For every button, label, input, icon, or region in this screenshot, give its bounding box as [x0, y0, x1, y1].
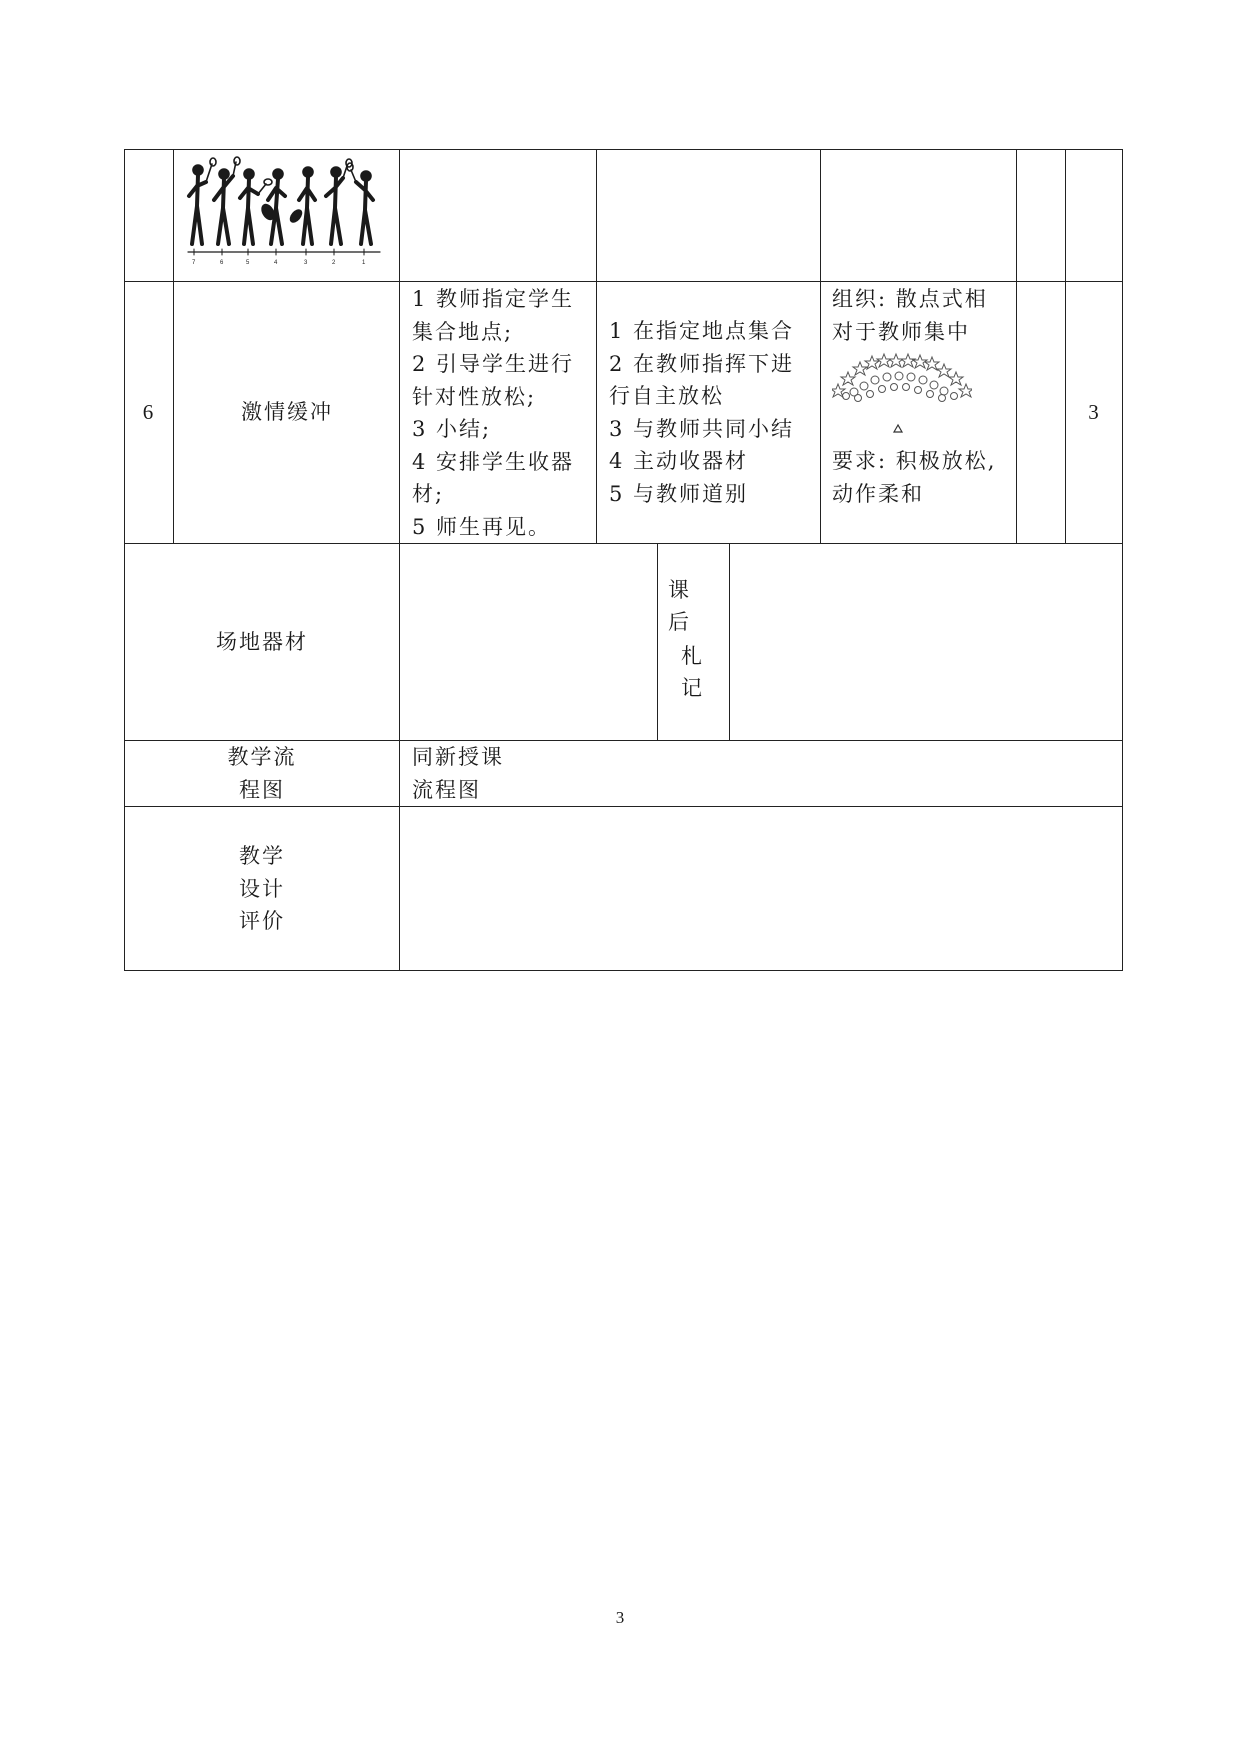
requirement-line: 动作柔和 — [832, 481, 924, 506]
evaluation-label-line: 教学 — [239, 844, 285, 868]
col-divider — [820, 149, 821, 544]
frame-label: 5 — [246, 260, 250, 266]
table-border-right — [1122, 149, 1123, 971]
page-number: 3 — [615, 1608, 625, 1627]
formation-drawing — [832, 352, 972, 436]
frame-label: 7 — [192, 260, 196, 266]
teacher-line: 2 引导学生进行 — [412, 352, 575, 376]
teacher-line: 1 教师指定学生 — [412, 287, 575, 311]
organization-text — [832, 283, 988, 348]
teacher-line: 集合地点; — [412, 319, 514, 344]
teacher-activities — [412, 283, 574, 543]
row-divider — [124, 281, 1123, 282]
row-divider — [124, 543, 1123, 544]
stroke-sequence-drawing — [186, 156, 382, 269]
frame-label: 3 — [304, 260, 308, 266]
col-divider — [1065, 149, 1066, 544]
teacher-line: 4 安排学生收器 — [412, 449, 575, 474]
col-divider — [596, 149, 597, 544]
organization-line: 组织: 散点式相 — [832, 287, 988, 311]
frame-label: 4 — [274, 260, 278, 266]
notes-char: 后 — [668, 610, 691, 634]
table-border-bottom — [124, 970, 1123, 971]
evaluation-label-line: 设计 — [239, 876, 285, 901]
student-line: 1 在指定地点集合 — [609, 319, 795, 343]
flow-value-line: 流程图 — [412, 777, 481, 802]
frame-label: 2 — [332, 260, 336, 266]
student-line: 3 与教师共同小结 — [609, 416, 795, 441]
frame-label: 6 — [220, 260, 224, 266]
flow-value-line: 同新授课 — [412, 745, 504, 769]
minutes-value: 3 — [1088, 400, 1101, 424]
student-line: 5 与教师道别 — [609, 481, 749, 506]
flow-value — [412, 741, 504, 806]
teacher-line: 5 师生再见。 — [412, 514, 552, 539]
notes-label — [658, 574, 730, 714]
section-name: 激情缓冲 — [241, 400, 333, 424]
row-number: 6 — [142, 400, 156, 424]
table-border-top — [124, 149, 1123, 150]
flow-label-line: 程图 — [239, 777, 285, 802]
frame-label: 1 — [362, 260, 366, 266]
notes-char: 课 — [668, 578, 691, 602]
evaluation-label-line: 评价 — [239, 909, 285, 933]
student-line: 2 在教师指挥下进 — [609, 351, 795, 376]
flow-label-line: 教学流 — [227, 745, 297, 769]
requirement-line: 要求: 积极放松, — [832, 449, 997, 473]
teacher-line: 3 小结; — [412, 417, 492, 441]
teacher-line: 针对性放松; — [412, 384, 537, 409]
formation-diagram — [832, 352, 972, 436]
col-divider — [173, 149, 174, 544]
notes-char: 记 — [681, 676, 704, 700]
row-divider — [124, 806, 1123, 807]
requirement-text — [832, 445, 996, 510]
flow-label — [124, 741, 400, 806]
col-divider — [1016, 149, 1017, 544]
student-activities — [609, 315, 794, 510]
teacher-line: 材; — [412, 482, 445, 506]
evaluation-label — [124, 840, 400, 938]
equipment-label: 场地器材 — [216, 630, 308, 654]
notes-char: 札 — [681, 644, 704, 668]
student-line: 4 主动收器材 — [609, 449, 749, 473]
organization-line: 对于教师集中 — [832, 319, 970, 344]
stroke-sequence-image — [186, 156, 382, 269]
student-line: 行自主放松 — [609, 384, 724, 408]
